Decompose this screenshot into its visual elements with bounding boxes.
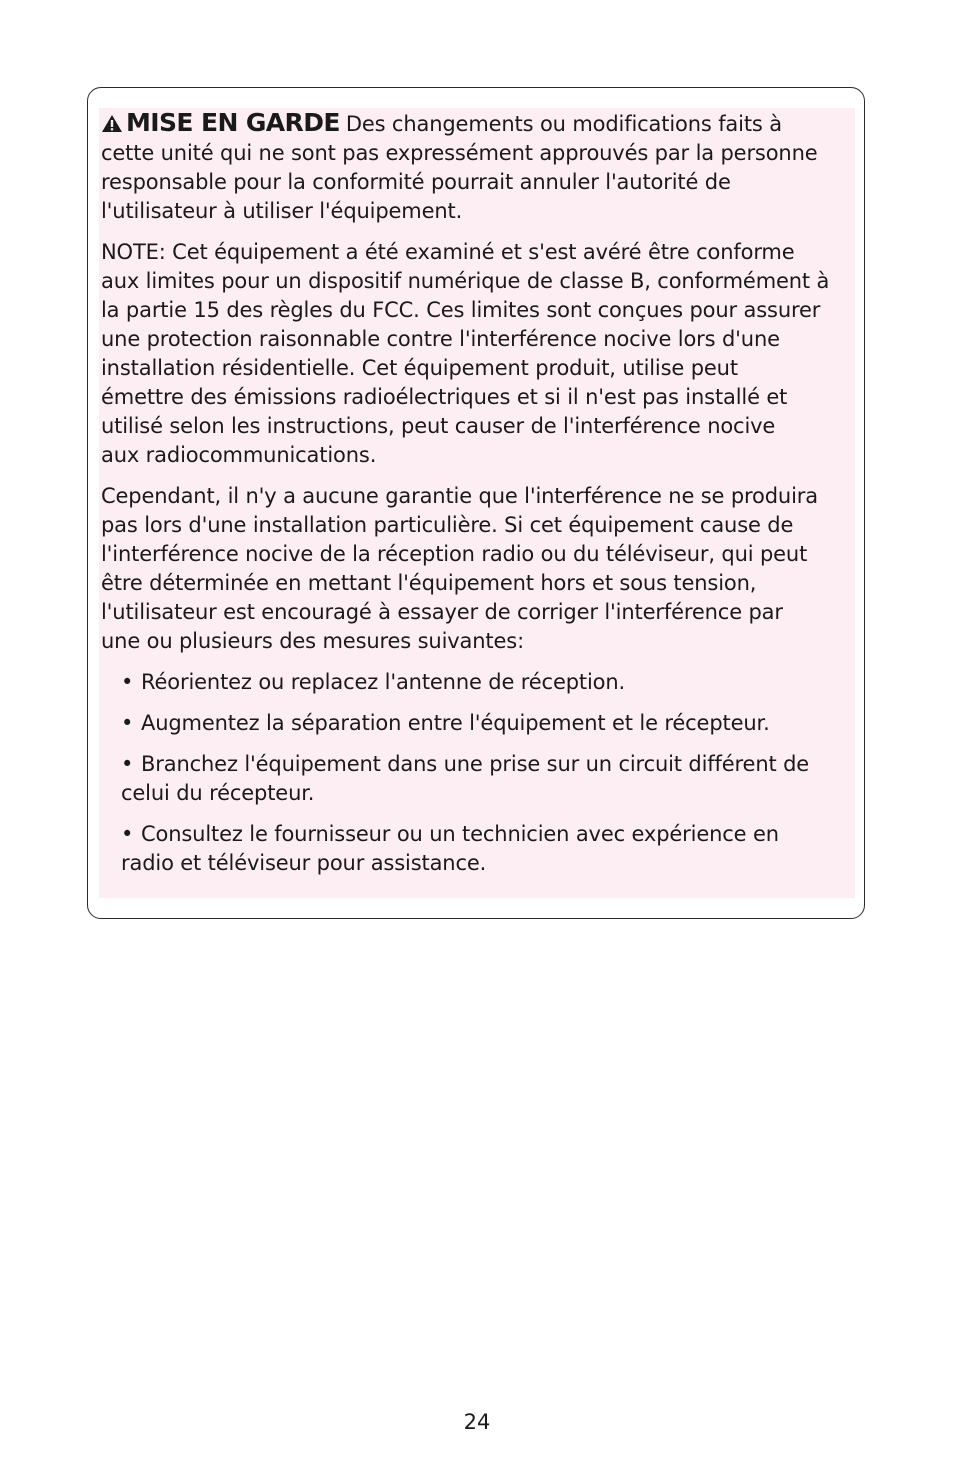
bullet-text: Réorientez ou replacez l'antenne de réception. xyxy=(141,670,626,694)
bullet-text: Augmentez la séparation entre l'équipement et le récepteur. xyxy=(141,711,770,735)
bullet-item-outlet xyxy=(101,750,855,808)
cependant-paragraph xyxy=(101,482,855,656)
warning-text-line: l'utilisateur à utiliser l'équipement. xyxy=(101,199,463,223)
bullet-icon: • xyxy=(121,822,134,846)
note-line: la partie 15 des règles du FCC. Ces limites sont conçues pour assurer xyxy=(101,298,821,322)
page-number: 24 xyxy=(463,1410,491,1434)
cependant-line: être déterminée en mettant l'équipement hors et sous tension, xyxy=(101,571,757,595)
bullet-icon: • xyxy=(121,752,134,776)
note-line: une protection raisonnable contre l'interférence nocive lors d'une xyxy=(101,327,780,351)
warning-paragraph xyxy=(101,108,855,226)
warning-triangle-icon xyxy=(101,114,123,133)
bullet-line xyxy=(121,820,855,849)
bullet-text: Consultez le fournisseur ou un technicien avec expérience en xyxy=(141,822,779,846)
warning-text-line: Des changements ou modifications faits à xyxy=(345,112,782,136)
note-line: utilisé selon les instructions, peut causer de l'interférence nocive xyxy=(101,414,776,438)
cependant-line: l'interférence nocive de la réception radio ou du téléviseur, qui peut xyxy=(101,542,808,566)
note-line: aux limites pour un dispositif numérique de classe B, conformément à xyxy=(101,269,830,293)
warning-label: MISE EN GARDE xyxy=(126,108,340,137)
bullet-line xyxy=(121,668,855,697)
warning-first-line xyxy=(101,108,855,139)
cependant-line: pas lors d'une installation particulière. Si cet équipement cause de xyxy=(101,513,794,537)
notice-content xyxy=(101,108,855,890)
warning-text-line: cette unité qui ne sont pas expressément approuvés par la personne xyxy=(101,141,818,165)
bullet-icon: • xyxy=(121,711,134,735)
note-line: émettre des émissions radioélectriques et si il n'est pas installé et xyxy=(101,385,788,409)
note-paragraph xyxy=(101,238,855,470)
bullet-item-reorient xyxy=(101,668,855,697)
bullet-line xyxy=(121,709,855,738)
note-line: NOTE: Cet équipement a été examiné et s'est avéré être conforme xyxy=(101,240,795,264)
fcc-notice-box xyxy=(87,87,865,919)
bullet-line: celui du récepteur. xyxy=(121,781,315,805)
bullet-line: radio et téléviseur pour assistance. xyxy=(121,851,487,875)
note-line: installation résidentielle. Cet équipement produit, utilise peut xyxy=(101,356,738,380)
bullet-text: Branchez l'équipement dans une prise sur un circuit différent de xyxy=(141,752,810,776)
note-line: aux radiocommunications. xyxy=(101,443,377,467)
cependant-line: l'utilisateur est encouragé à essayer de corriger l'interférence par xyxy=(101,600,783,624)
bullet-item-consult xyxy=(101,820,855,878)
bullet-icon: • xyxy=(121,670,134,694)
bullet-item-separation xyxy=(101,709,855,738)
cependant-line: Cependant, il n'y a aucune garantie que l'interférence ne se produira xyxy=(101,484,818,508)
cependant-line: une ou plusieurs des mesures suivantes: xyxy=(101,629,524,653)
warning-text-line: responsable pour la conformité pourrait annuler l'autorité de xyxy=(101,170,731,194)
bullet-line xyxy=(121,750,855,779)
